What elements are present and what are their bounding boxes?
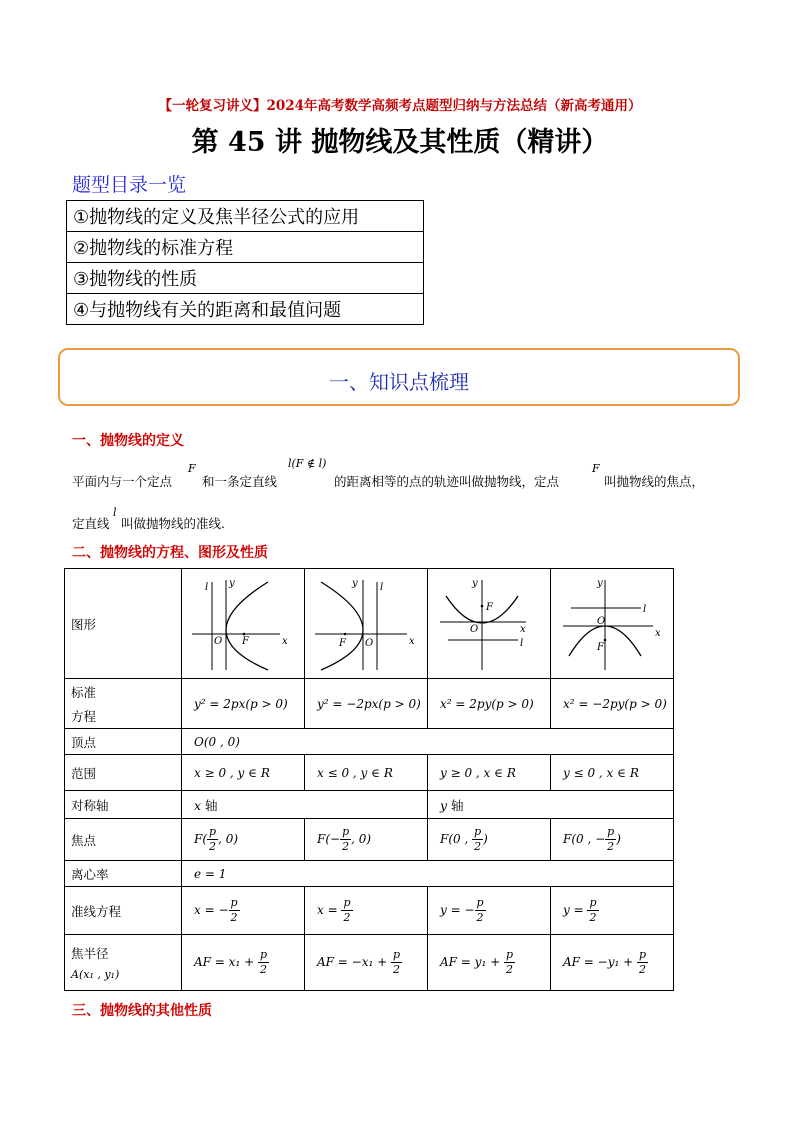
parabola-properties-table [64,568,674,991]
focus-value: F(0 , − $\frac{p}{2}$ ) [551,819,674,861]
definition-text-4: 叫抛物线的焦点， [604,474,705,489]
other-properties-heading: 三、抛物线的其他性质 [72,1003,212,1019]
definition-text-6: 叫做抛物线的准线. [121,516,225,531]
svg-text:l: l [643,603,647,615]
focal-radius-value: AF = x₁ + $\frac{p}{2}$ [182,935,305,991]
svg-text:x: x [520,623,526,635]
focus-symbol: F [188,462,196,475]
definition-text-1: 平面内与一个定点 [72,474,173,489]
svg-text:O: O [597,615,606,627]
toc-item[interactable]: ①抛物线的定义及焦半径公式的应用 [67,201,424,232]
directrix-value: y = − $\frac{p}{2}$ [428,887,551,935]
focus-symbol-2: F [592,462,600,475]
focus-value: F(− $\frac{p}{2}$ , 0) [305,819,428,861]
graph-up-opening [428,569,551,679]
directrix-value: x = − $\frac{p}{2}$ [182,887,305,935]
row-label-standard-equation: 标准 方程 [65,679,182,729]
range-value: x ≤ 0 , y ∈ R [305,755,428,791]
svg-text:x: x [282,635,288,647]
definition-text-3: 的距离相等的点的轨迹叫做抛物线，定点 [334,474,560,489]
graph-label-l: l [205,581,209,593]
svg-text:x: x [655,627,661,639]
std-equation: x² = −2py(p > 0) [551,679,674,729]
row-label-focus: 焦点 [65,819,182,861]
axis-value-y: y 轴 [428,791,674,819]
toc-table [66,200,424,325]
svg-text:y: y [229,577,235,589]
toc-heading: 题型目录一览 [72,174,187,196]
std-equation: y² = 2px(p > 0) [182,679,305,729]
std-equation: y² = −2px(p > 0) [305,679,428,729]
row-label-eccentricity: 离心率 [65,861,182,887]
svg-text:O: O [470,623,479,635]
toc-item[interactable]: ③抛物线的性质 [67,263,424,294]
svg-text:y: y [352,577,358,589]
svg-text:y: y [472,577,478,589]
focus-value: F( $\frac{p}{2}$ , 0) [182,819,305,861]
definition-heading: 一、抛物线的定义 [72,433,184,449]
series-header: 【一轮复习讲义】2024年高考数学高频考点题型归纳与方法总结（新高考通用） [158,98,642,114]
row-label-vertex: 顶点 [65,729,182,755]
axis-value-x: x 轴 [182,791,428,819]
svg-text:x: x [409,635,415,647]
range-value: y ≥ 0 , x ∈ R [428,755,551,791]
range-value: y ≤ 0 , x ∈ R [551,755,674,791]
focal-radius-value: AF = −y₁ + $\frac{p}{2}$ [551,935,674,991]
svg-text:F: F [597,641,604,653]
row-label-focal-radius: 焦半径 A(x₁ , y₁) [65,935,182,991]
graph-down-opening [551,569,674,679]
range-value: x ≥ 0 , y ∈ R [182,755,305,791]
directrix-value: x = $\frac{p}{2}$ [305,887,428,935]
row-label-axis: 对称轴 [65,791,182,819]
toc-item[interactable]: ②抛物线的标准方程 [67,232,424,263]
focal-radius-value: AF = y₁ + $\frac{p}{2}$ [428,935,551,991]
eccentricity-value: e = 1 [182,861,674,887]
svg-text:F: F [486,601,493,613]
directrix-value: y = $\frac{p}{2}$ [551,887,674,935]
vertex-value: O(0 , 0) [182,729,674,755]
directrix-symbol-2: l [113,506,117,519]
focal-radius-value: AF = −x₁ + $\frac{p}{2}$ [305,935,428,991]
svg-text:O: O [365,637,374,649]
table-heading: 二、抛物线的方程、图形及性质 [72,545,268,561]
graph-left-opening [305,569,428,679]
row-label-range: 范围 [65,755,182,791]
definition-text-5: 定直线 [72,516,110,531]
page-title: 第 45 讲 抛物线及其性质（精讲） [191,127,609,158]
std-equation: x² = 2py(p > 0) [428,679,551,729]
svg-text:O: O [214,635,223,647]
svg-text:l: l [520,637,524,649]
svg-text:l: l [380,581,384,593]
row-label-graph: 图形 [65,569,182,679]
svg-text:F: F [242,635,249,647]
definition-text-2: 和一条定直线 [202,474,278,489]
svg-text:F: F [339,637,346,649]
section-title: 一、知识点梳理 [329,370,469,394]
row-label-directrix: 准线方程 [65,887,182,935]
directrix-symbol: l(F ∉ l) [288,457,327,470]
svg-text:y: y [597,577,603,589]
toc-item[interactable]: ④与抛物线有关的距离和最值问题 [67,294,424,325]
focus-value: F(0 , $\frac{p}{2}$ ) [428,819,551,861]
graph-right-opening [182,569,305,679]
